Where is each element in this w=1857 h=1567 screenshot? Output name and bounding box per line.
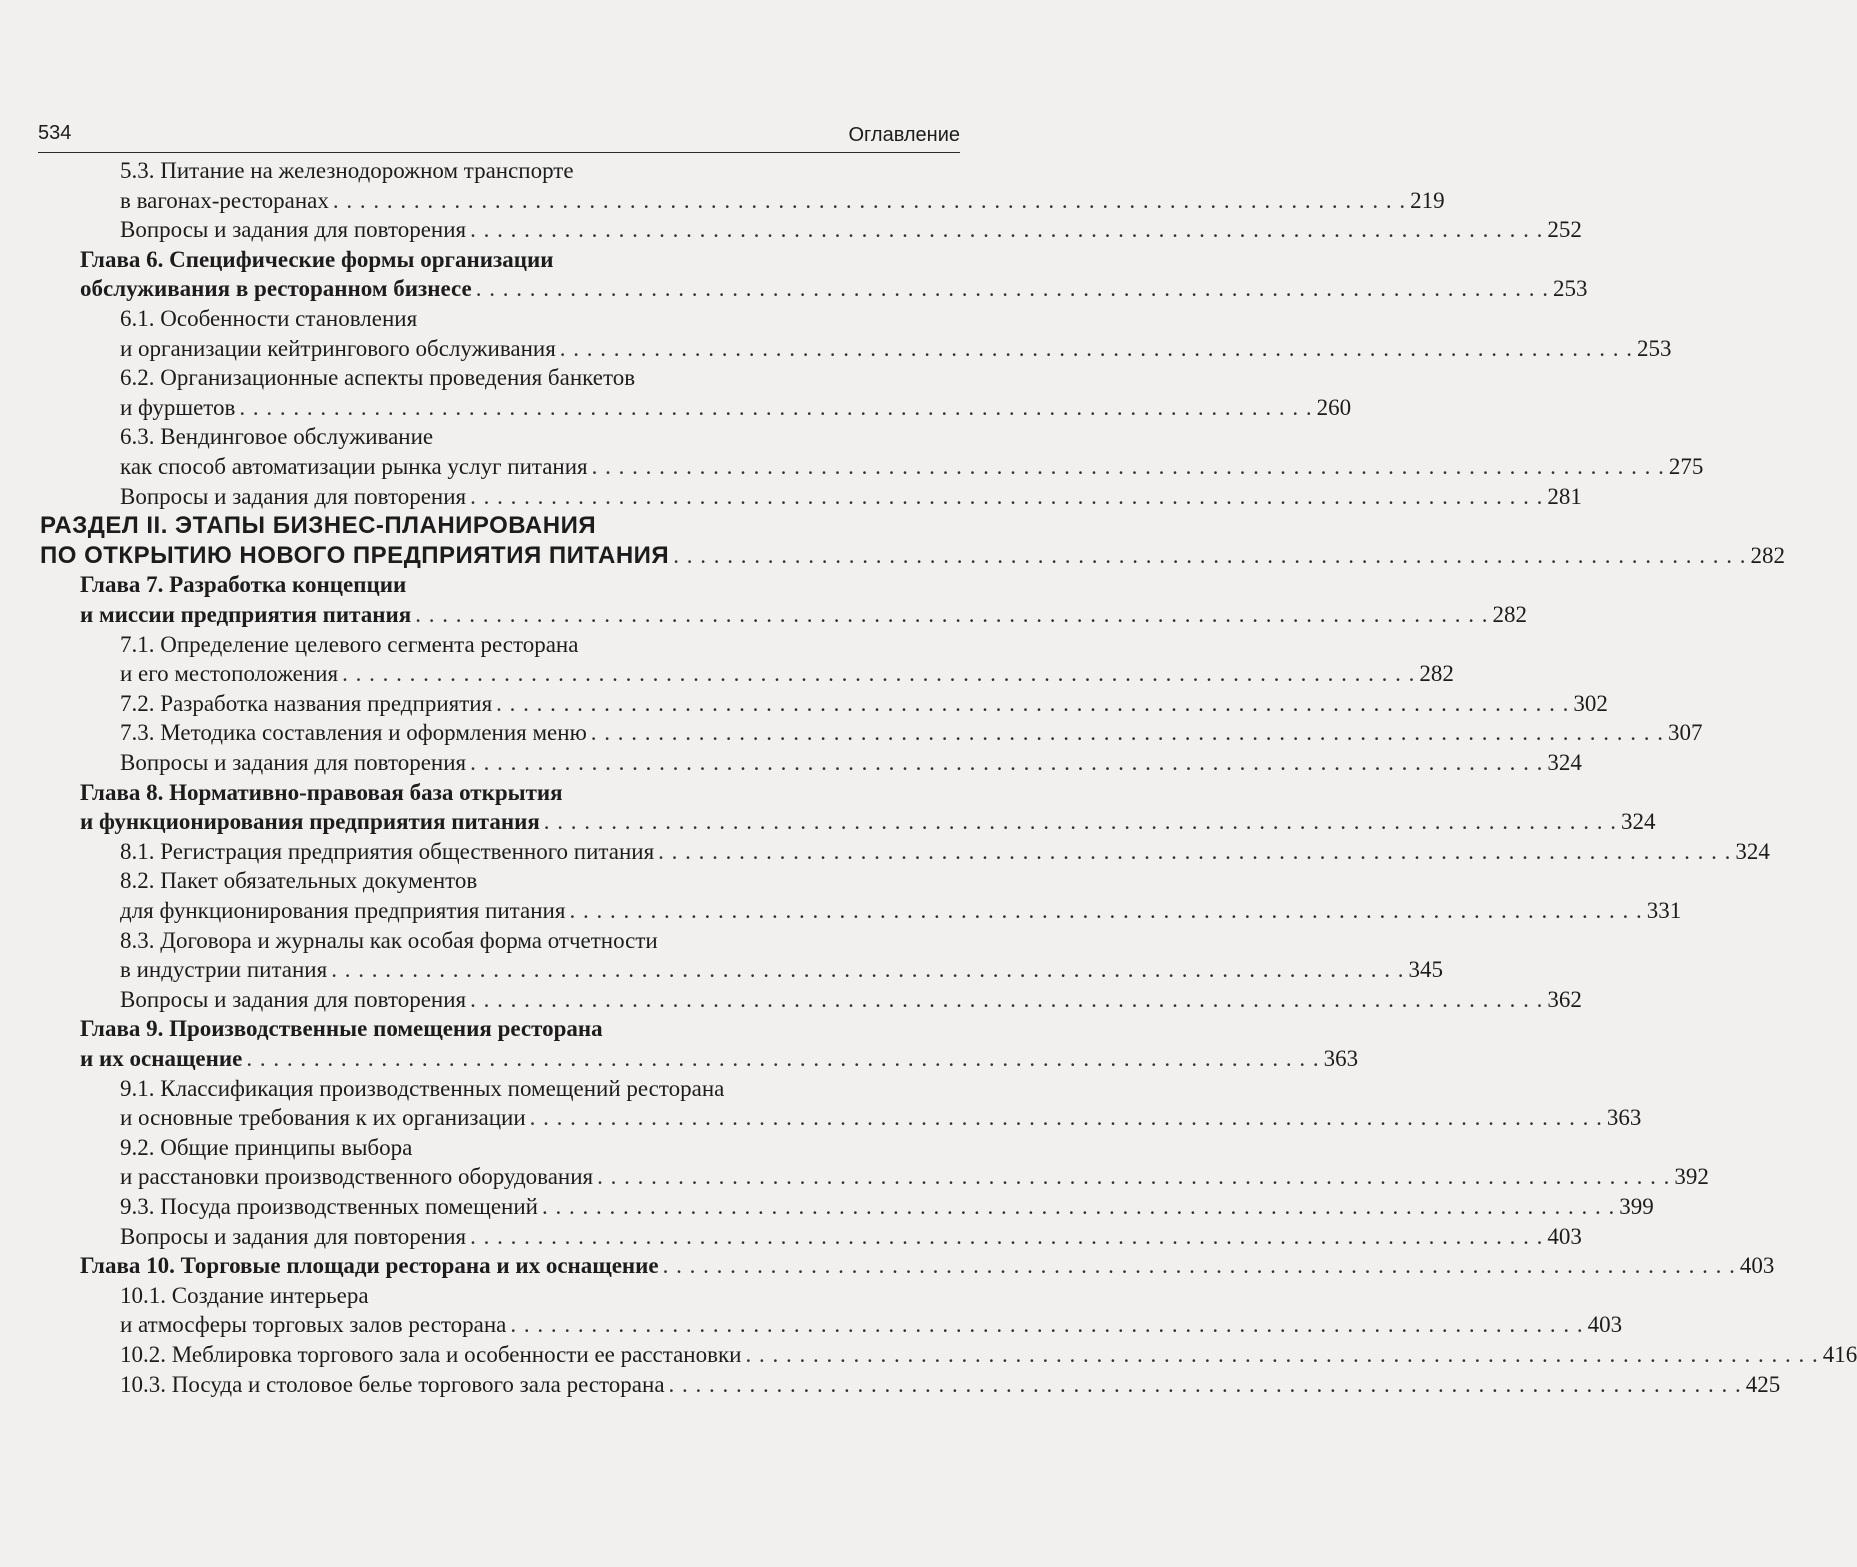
- toc-entry-title: Глава 10. Торговые площади ресторана и их оснащение: [80, 1253, 659, 1279]
- toc-entry: [80, 1014, 603, 1044]
- toc-leader-dots: . . . . . . . . . . . . . . . . . . . . . . . . . . . . . . . . . . . . . . . . . . . . . . . . . . . . . . . . . . . . . . . . . . . . . . . . . . . . . . . .: [673, 542, 1747, 568]
- toc-entry-title: ПО ОТКРЫТИЮ НОВОГО ПРЕДПРИЯТИЯ ПИТАНИЯ: [40, 541, 670, 569]
- toc-entry-page: 253: [1552, 276, 1588, 302]
- toc-entry-page: 403: [1587, 1312, 1623, 1338]
- toc-entry: [120, 215, 1582, 245]
- toc-entry-title: в индустрии питания: [120, 957, 328, 983]
- toc-entry-title: 6.3. Вендинговое обслуживание: [120, 424, 434, 450]
- toc-entry-page: 219: [1410, 187, 1445, 213]
- toc-entry-title: Глава 9. Производственные помещения ресторана: [80, 1016, 603, 1042]
- toc-entry-title: 9.2. Общие принципы выбора: [120, 1134, 413, 1160]
- toc-entry-page: 345: [1408, 957, 1443, 983]
- toc-leader-dots: . . . . . . . . . . . . . . . . . . . . . . . . . . . . . . . . . . . . . . . . . . . . . . . . . . . . . . . . . . . . . . . . . . . . . . . . . . . . . . . .: [496, 690, 1570, 716]
- toc-entry-page: 403: [1547, 1223, 1582, 1249]
- toc-leader-dots: . . . . . . . . . . . . . . . . . . . . . . . . . . . . . . . . . . . . . . . . . . . . . . . . . . . . . . . . . . . . . . . . . . . . . . . . . . . . . . . .: [510, 1312, 1584, 1338]
- toc-entry: [120, 718, 1703, 748]
- toc-entry: [120, 837, 1770, 867]
- page-header: [38, 118, 960, 153]
- toc-entry: [120, 363, 635, 393]
- toc-entry-title: и миссии предприятия питания: [80, 602, 412, 627]
- toc-entry-title: и организации кейтрингового обслуживания: [120, 335, 556, 361]
- toc-entry-page: 362: [1547, 986, 1582, 1012]
- toc-entry: [120, 1162, 1709, 1192]
- toc-entry-page: 416: [1822, 1342, 1857, 1367]
- toc-entry-title: 7.2. Разработка названия предприятия: [120, 690, 493, 716]
- toc-entry: [80, 778, 563, 808]
- toc-leader-dots: . . . . . . . . . . . . . . . . . . . . . . . . . . . . . . . . . . . . . . . . . . . . . . . . . . . . . . . . . . . . . . . . . . . . . . . . . . . . . . . .: [591, 454, 1665, 479]
- toc-entry-title: Вопросы и задания для повторения: [120, 750, 467, 775]
- toc-entry-title: 9.1. Классификация производственных помещений ресторана: [120, 1075, 725, 1101]
- toc-entry: [120, 659, 1454, 689]
- toc-entry-page: 275: [1668, 454, 1704, 479]
- toc-leader-dots: . . . . . . . . . . . . . . . . . . . . . . . . . . . . . . . . . . . . . . . . . . . . . . . . . . . . . . . . . . . . . . . . . . . . . . . . . . . . . . . .: [559, 335, 1634, 361]
- toc-entry-page: 324: [1547, 750, 1582, 775]
- toc-entry: [40, 541, 1785, 571]
- toc-entry-title: Глава 6. Специфические формы организации: [80, 246, 554, 272]
- toc-entry-title: и функционирования предприятия питания: [80, 809, 540, 835]
- toc-entry: [120, 1370, 1781, 1400]
- toc-entry: [120, 156, 574, 186]
- toc-entry-title: 7.3. Методика составления и оформления меню: [120, 720, 587, 746]
- toc-leader-dots: . . . . . . . . . . . . . . . . . . . . . . . . . . . . . . . . . . . . . . . . . . . . . . . . . . . . . . . . . . . . . . . . . . . . . . . . . . . . . . . .: [529, 1105, 1603, 1131]
- toc-entry-page: 281: [1547, 483, 1582, 509]
- toc-entry: [80, 274, 1588, 304]
- toc-leader-dots: . . . . . . . . . . . . . . . . . . . . . . . . . . . . . . . . . . . . . . . . . . . . . . . . . . . . . . . . . . . . . . . . . . . . . . . . . . . . . . . .: [342, 661, 1416, 687]
- toc-entry: [80, 1044, 1359, 1074]
- toc-entry: [120, 955, 1443, 985]
- toc-entry-title: Вопросы и задания для повторения: [120, 483, 467, 509]
- toc-entry: [120, 1222, 1582, 1252]
- toc-entry: [120, 1074, 724, 1104]
- toc-leader-dots: . . . . . . . . . . . . . . . . . . . . . . . . . . . . . . . . . . . . . . . . . . . . . . . . . . . . . . . . . . . . . . . . . . . . . . . . . . . . . . . .: [470, 483, 1544, 509]
- toc-entry-title: Вопросы и задания для повторения: [120, 1223, 467, 1249]
- toc-entry: [120, 1281, 369, 1311]
- toc-entry-title: 6.1. Особенности становления: [120, 306, 418, 331]
- toc-entry: [80, 570, 406, 600]
- toc-entry: [120, 748, 1582, 778]
- toc-entry-title: и фуршетов: [120, 394, 236, 420]
- toc-entry: [120, 926, 658, 956]
- toc-entry-page: 324: [1621, 809, 1656, 835]
- toc-entry-title: 10.3. Посуда и столовое белье торгового зала ресторана: [120, 1371, 665, 1397]
- toc-entry-page: 403: [1739, 1253, 1775, 1279]
- toc-leader-dots: . . . . . . . . . . . . . . . . . . . . . . . . . . . . . . . . . . . . . . . . . . . . . . . . . . . . . . . . . . . . . . . . . . . . . . . . . . . . . . . .: [470, 986, 1544, 1012]
- toc-entry-page: 307: [1668, 720, 1703, 746]
- toc-leader-dots: . . . . . . . . . . . . . . . . . . . . . . . . . . . . . . . . . . . . . . . . . . . . . . . . . . . . . . . . . . . . . . . . . . . . . . . . . . . . . . . .: [542, 1194, 1616, 1219]
- toc-leader-dots: . . . . . . . . . . . . . . . . . . . . . . . . . . . . . . . . . . . . . . . . . . . . . . . . . . . . . . . . . . . . . . . . . . . . . . . . . . . . . . . .: [415, 602, 1489, 627]
- toc-entry-page: 282: [1750, 542, 1785, 568]
- toc-leader-dots: . . . . . . . . . . . . . . . . . . . . . . . . . . . . . . . . . . . . . . . . . . . . . . . . . . . . . . . . . . . . . . . . . . . . . . . . . . . . . . . .: [658, 838, 1732, 864]
- toc-entry-page: 302: [1573, 690, 1608, 716]
- toc-leader-dots: . . . . . . . . . . . . . . . . . . . . . . . . . . . . . . . . . . . . . . . . . . . . . . . . . . . . . . . . . . . . . . . . . . . . . . . . . . . . . . . .: [331, 957, 1405, 983]
- toc-entry-page: 252: [1547, 217, 1582, 243]
- toc-entry-title: 6.2. Организационные аспекты проведения банкетов: [120, 365, 636, 391]
- toc-entry-title: и расстановки производственного оборудования: [120, 1164, 594, 1190]
- toc-leader-dots: . . . . . . . . . . . . . . . . . . . . . . . . . . . . . . . . . . . . . . . . . . . . . . . . . . . . . . . . . . . . . . . . . . . . . . . . . . . . . . . .: [470, 217, 1544, 243]
- toc-leader-dots: . . . . . . . . . . . . . . . . . . . . . . . . . . . . . . . . . . . . . . . . . . . . . . . . . . . . . . . . . . . . . . . . . . . . . . . . . . . . . . . .: [543, 809, 1618, 835]
- toc-entry-title: 8.1. Регистрация предприятия общественного питания: [120, 838, 655, 864]
- toc-entry-title: 7.1. Определение целевого сегмента ресторана: [120, 631, 579, 657]
- toc-entry: [120, 186, 1445, 216]
- toc-entry: [120, 452, 1704, 482]
- toc-leader-dots: . . . . . . . . . . . . . . . . . . . . . . . . . . . . . . . . . . . . . . . . . . . . . . . . . . . . . . . . . . . . . . . . . . . . . . . . . . . . . . . .: [332, 187, 1407, 213]
- toc-entry-title: Глава 7. Разработка концепции: [80, 572, 407, 598]
- toc-entry: [120, 482, 1582, 512]
- toc-entry-title: и их оснащение: [80, 1046, 243, 1071]
- toc-entry: [120, 304, 417, 334]
- toc-leader-dots: . . . . . . . . . . . . . . . . . . . . . . . . . . . . . . . . . . . . . . . . . . . . . . . . . . . . . . . . . . . . . . . . . . . . . . . . . . . . . . . .: [745, 1342, 1819, 1367]
- toc-entry-title: 10.1. Создание интерьера: [120, 1282, 369, 1308]
- toc-entry-title: и его местоположения: [120, 661, 339, 687]
- toc-leader-dots: . . . . . . . . . . . . . . . . . . . . . . . . . . . . . . . . . . . . . . . . . . . . . . . . . . . . . . . . . . . . . . . . . . . . . . . . . . . . . . . .: [597, 1164, 1671, 1190]
- toc-entry: [120, 630, 578, 660]
- toc-entry-title: 8.3. Договора и журналы как особая форма отчетности: [120, 927, 658, 953]
- page-number: 534: [38, 122, 72, 144]
- toc-entry-title: 8.2. Пакет обязательных документов: [120, 868, 478, 894]
- toc-entry-title: в вагонах-ресторанах: [120, 187, 329, 213]
- toc-entry: [120, 1103, 1642, 1133]
- toc-entry-title: 9.3. Посуда производственных помещений: [120, 1194, 538, 1219]
- toc-entry: [120, 866, 477, 896]
- toc-entry-title: как способ автоматизации рынка услуг питания: [120, 454, 588, 479]
- toc-entry: [120, 1192, 1654, 1222]
- toc-entry: [80, 1251, 1775, 1281]
- toc-entry-title: РАЗДЕЛ II. ЭТАПЫ БИЗНЕС-ПЛАНИРОВАНИЯ: [40, 512, 597, 540]
- toc-entry-title: 10.2. Меблировка торгового зала и особенности ее расстановки: [120, 1342, 742, 1367]
- toc-entry: [120, 896, 1682, 926]
- toc-entry: [120, 1340, 1857, 1370]
- toc-leader-dots: . . . . . . . . . . . . . . . . . . . . . . . . . . . . . . . . . . . . . . . . . . . . . . . . . . . . . . . . . . . . . . . . . . . . . . . . . . . . . . . .: [590, 720, 1665, 746]
- toc-entry-page: 425: [1745, 1371, 1781, 1397]
- toc-leader-dots: . . . . . . . . . . . . . . . . . . . . . . . . . . . . . . . . . . . . . . . . . . . . . . . . . . . . . . . . . . . . . . . . . . . . . . . . . . . . . . . .: [239, 394, 1313, 420]
- toc-entry-page: 282: [1419, 661, 1454, 687]
- toc-entry: [120, 985, 1582, 1015]
- toc-entry-title: для функционирования предприятия питания: [120, 898, 566, 923]
- running-section-title: Оглавление: [848, 124, 960, 146]
- toc-entry-title: Вопросы и задания для повторения: [120, 986, 467, 1012]
- toc-entry: [80, 807, 1656, 837]
- toc-entry-page: 363: [1323, 1046, 1359, 1071]
- toc-entry-page: 260: [1316, 394, 1352, 420]
- toc-leader-dots: . . . . . . . . . . . . . . . . . . . . . . . . . . . . . . . . . . . . . . . . . . . . . . . . . . . . . . . . . . . . . . . . . . . . . . . . . . . . . . . .: [662, 1253, 1736, 1279]
- toc-entry-page: 363: [1606, 1105, 1642, 1131]
- toc-entry: [120, 1310, 1623, 1340]
- toc-leader-dots: . . . . . . . . . . . . . . . . . . . . . . . . . . . . . . . . . . . . . . . . . . . . . . . . . . . . . . . . . . . . . . . . . . . . . . . . . . . . . . . .: [470, 1223, 1544, 1249]
- toc-entry: [120, 422, 433, 452]
- toc-leader-dots: . . . . . . . . . . . . . . . . . . . . . . . . . . . . . . . . . . . . . . . . . . . . . . . . . . . . . . . . . . . . . . . . . . . . . . . . . . . . . . . .: [668, 1371, 1742, 1397]
- toc-entry-title: обслуживания в ресторанном бизнесе: [80, 276, 472, 302]
- toc-entry-page: 253: [1637, 335, 1672, 361]
- toc-entry-title: 5.3. Питание на железнодорожном транспорте: [120, 158, 574, 183]
- toc-entry-title: и атмосферы торговых залов ресторана: [120, 1312, 507, 1338]
- toc-entry-page: 399: [1619, 1194, 1654, 1219]
- toc-leader-dots: . . . . . . . . . . . . . . . . . . . . . . . . . . . . . . . . . . . . . . . . . . . . . . . . . . . . . . . . . . . . . . . . . . . . . . . . . . . . . . . .: [569, 898, 1643, 923]
- toc-leader-dots: . . . . . . . . . . . . . . . . . . . . . . . . . . . . . . . . . . . . . . . . . . . . . . . . . . . . . . . . . . . . . . . . . . . . . . . . . . . . . . . .: [470, 750, 1544, 775]
- toc-entry: [120, 393, 1352, 423]
- toc-entry-page: 392: [1674, 1164, 1709, 1190]
- toc-entry-title: Глава 8. Нормативно-правовая база открытия: [80, 779, 563, 805]
- toc-leader-dots: . . . . . . . . . . . . . . . . . . . . . . . . . . . . . . . . . . . . . . . . . . . . . . . . . . . . . . . . . . . . . . . . . . . . . . . . . . . . . . . .: [475, 276, 1549, 302]
- toc-entry: [120, 689, 1608, 719]
- toc-entry-page: 331: [1646, 898, 1682, 923]
- toc-leader-dots: . . . . . . . . . . . . . . . . . . . . . . . . . . . . . . . . . . . . . . . . . . . . . . . . . . . . . . . . . . . . . . . . . . . . . . . . . . . . . . . .: [246, 1046, 1320, 1071]
- toc-entry: [40, 511, 596, 541]
- toc-entry: [80, 600, 1527, 630]
- toc-entry-title: и основные требования к их организации: [120, 1105, 526, 1131]
- toc-entry-page: 324: [1735, 838, 1770, 864]
- toc-entry: [120, 1133, 412, 1163]
- toc-entry-page: 282: [1492, 602, 1527, 627]
- toc-entry: [80, 245, 553, 275]
- toc-entry-title: Вопросы и задания для повторения: [120, 217, 467, 243]
- toc-entry: [120, 334, 1672, 364]
